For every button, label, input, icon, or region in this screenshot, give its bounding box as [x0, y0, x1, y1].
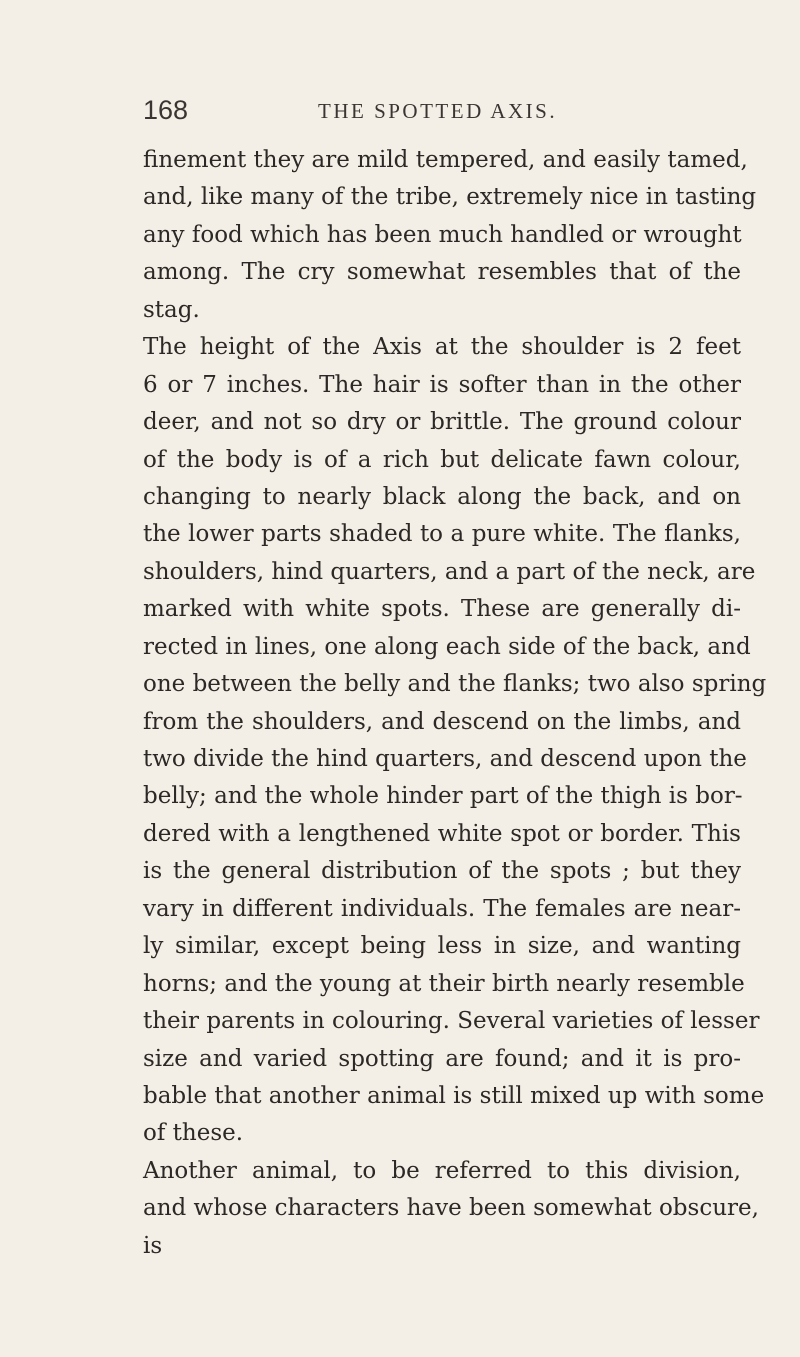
text-line: of these.: [143, 1120, 244, 1147]
running-title: THE SPOTTED AXIS.: [318, 99, 558, 123]
page-number: 168: [143, 95, 189, 125]
text-line: stag.: [143, 296, 200, 323]
text-line: of the body is of a rich but delicate fawn colour,: [143, 446, 741, 473]
text-line: their parents in colouring. Several varieties of lesser: [143, 1008, 760, 1035]
text-line: vary in different individuals. The females are near-: [143, 895, 741, 922]
text-line: bable that another animal is still mixed up with some: [143, 1082, 765, 1109]
running-head: [143, 95, 741, 135]
text-line: deer, and not so dry or brittle. The ground colour: [143, 409, 741, 436]
text-line: dered with a lengthened white spot or border. This: [143, 820, 741, 847]
text-line: Another animal, to be referred to this division,: [143, 1157, 741, 1184]
text-line: horns; and the young at their birth nearly resemble: [143, 970, 745, 997]
text-line: changing to nearly black along the back, and on: [143, 483, 741, 510]
text-line: and, like many of the tribe, extremely nice in tasting: [143, 184, 757, 211]
text-line: The height of the Axis at the shoulder is 2 feet: [143, 334, 741, 361]
text-line: any food which has been much handled or wrought: [143, 221, 742, 248]
text-line: 6 or 7 inches. The hair is softer than in the other: [143, 371, 741, 398]
text-line: ly similar, except being less in size, and wanting: [143, 933, 741, 960]
text-line: two divide the hind quarters, and descend upon the: [143, 746, 747, 772]
text-line: among. The cry somewhat resembles that of the: [143, 259, 741, 286]
text-line: shoulders, hind quarters, and a part of the neck, are: [143, 558, 756, 585]
text-line: the lower parts shaded to a pure white. The flanks,: [143, 521, 741, 548]
text-line: belly; and the whole hinder part of the thigh is bor-: [143, 783, 743, 810]
text-line: marked with white spots. These are generally di-: [143, 596, 741, 623]
text-line: one between the belly and the flanks; two also spring: [143, 671, 767, 698]
text-line: and whose characters have been somewhat obscure,: [143, 1195, 759, 1222]
body-text: [143, 142, 767, 1265]
text-line: rected in lines, one along each side of the back, and: [143, 633, 751, 660]
text-line: finement they are mild tempered, and easily tamed,: [143, 147, 748, 173]
text-line: size and varied spotting are found; and it is pro-: [143, 1045, 741, 1072]
text-line: from the shoulders, and descend on the limbs, and: [143, 708, 741, 735]
text-line: is the general distribution of the spots ; but they: [143, 858, 741, 885]
text-line: is: [143, 1232, 163, 1259]
